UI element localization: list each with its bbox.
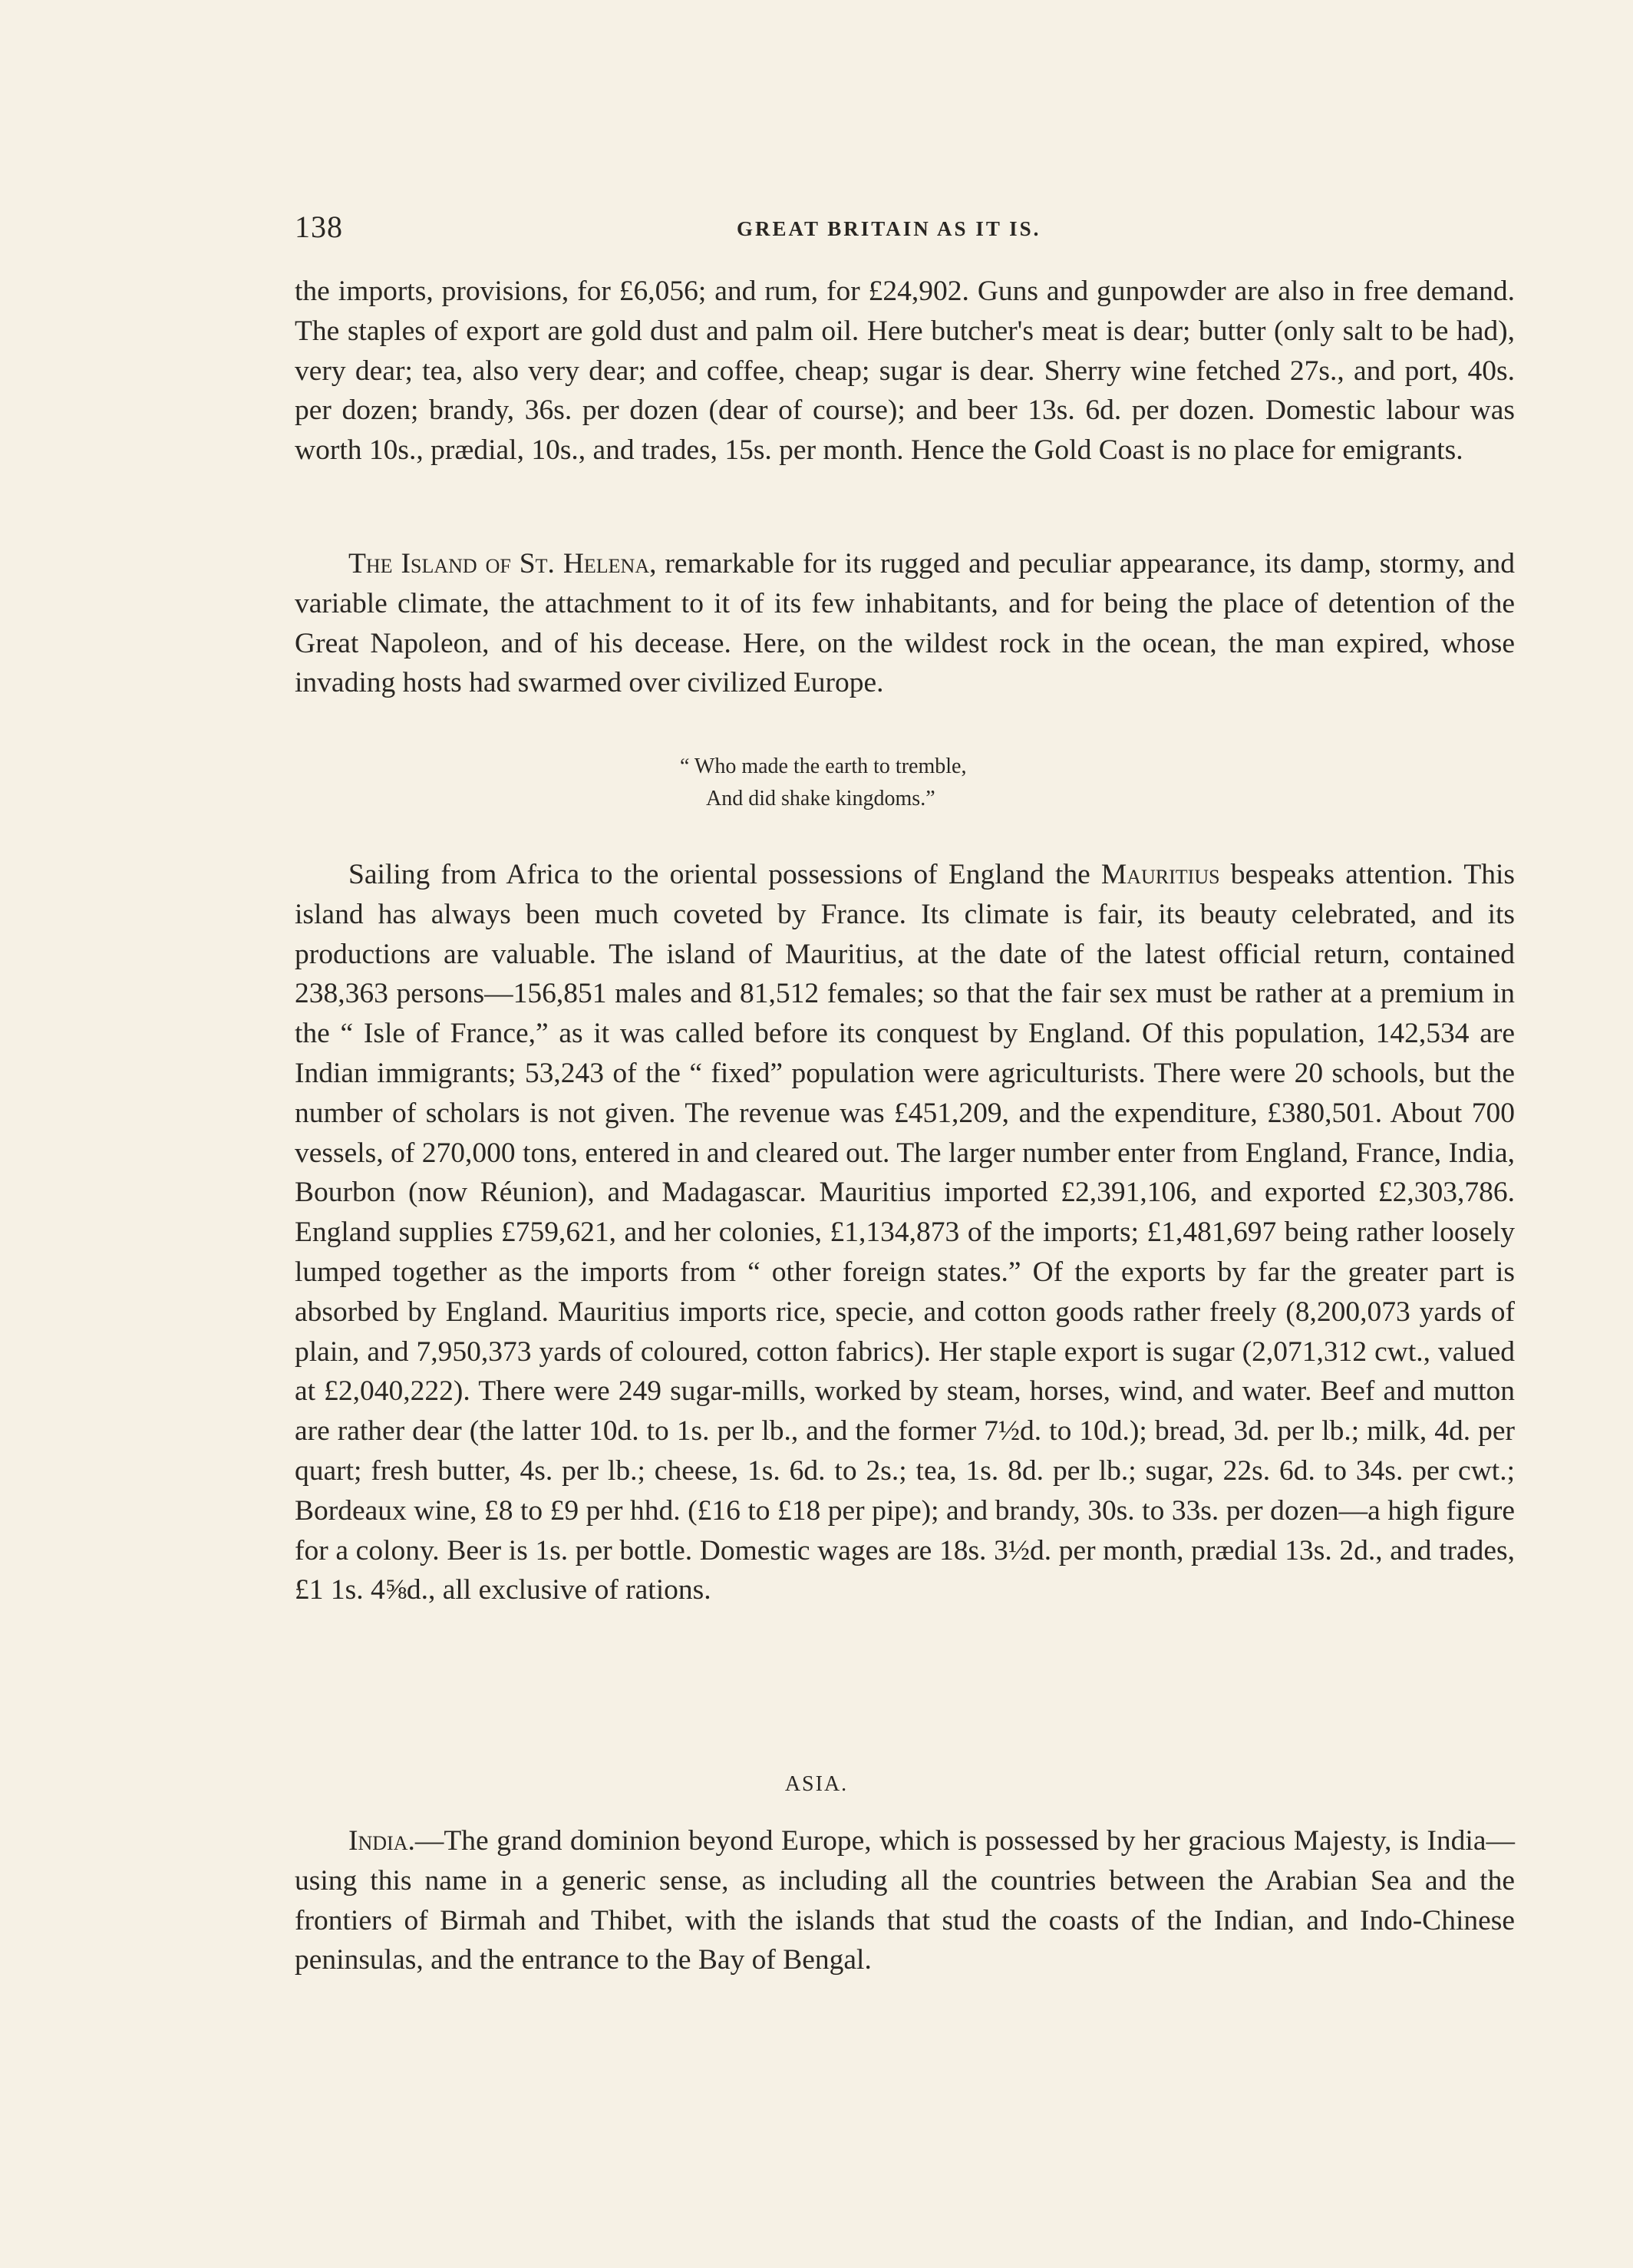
quote-line-2: And did shake kingdoms.”: [706, 787, 935, 810]
paragraph-st-helena: [295, 544, 1515, 703]
quote-line-1: “ Who made the earth to tremble,: [680, 754, 967, 778]
st-helena-heading: The Island of St. Helena,: [348, 548, 657, 579]
napoleon-quote: [680, 751, 966, 815]
running-title: GREAT BRITAIN AS IT IS.: [737, 217, 1041, 240]
mauritius-body: bespeaks attention. This island has always been much coveted by France. Its climate is fair, its beauty celebrated, and its productions are valuable. The island of Mauritius, at the date of the latest official return, contained 238,363 persons—156,851 males and 81,512 females; so that the fair sex must be rather at a premium in the “ Isle of France,” as it was called before its conquest by England. Of this population, 142,534 are Indian immigrants; 53,243 of the “ fixed” population were agriculturists. There were 20 schools, but the number of scholars is not given. The revenue was £451,209, and the expenditure, £380,501. About 700 vessels, of 270,000 tons, entered in and cleared out. The larger number enter from England, France, India, Bourbon (now Réunion), and Madagascar. Mauritius imported £2,391,106, and exported £2,303,786. England supplies £759,621, and her colonies, £1,134,873 of the imports; £1,481,697 being rather loosely lumped together as the imports from “ other foreign states.” Of the exports by far the greater part is absorbed by England. Mauritius imports rice, specie, and cotton goods rather freely (8,200,073 yards of plain, and 7,950,373 yards of coloured, cotton fabrics). Her staple export is sugar (2,071,312 cwt., valued at £2,040,222). There were 249 sugar-mills, worked by steam, horses, wind, and water. Beef and mutton are rather dear (the latter 10d. to 1s. per lb., and the former 7½d. to 10d.); bread, 3d. per lb.; milk, 4d. per quart; fresh butter, 4s. per lb.; cheese, 1s. 6d. to 2s.; tea, 1s. 8d. per lb.; sugar, 22s. 6d. to 34s. per cwt.; Bordeaux wine, £8 to £9 per hhd. (£16 to £18 per pipe); and brandy, 30s. to 33s. per dozen—a high figure for a colony. Beer is 1s. per bottle. Domestic wages are 18s. 3½d. per month, prædial 13s. 2d., and trades, £1 1s. 4⅝d., all exclusive of rations.: [295, 859, 1515, 1606]
mauritius-name: Mauritius: [1100, 859, 1220, 890]
mauritius-lead: Sailing from Africa to the oriental possessions of England the: [348, 859, 1101, 890]
asia-section-heading: ASIA.: [784, 1772, 849, 1796]
paragraph-mauritius: [295, 855, 1515, 1610]
paragraph-gold-coast: the imports, provisions, for £6,056; and rum, for £24,902. Guns and gunpowder are also in free demand. The staples of export are gold dust and palm oil. Here butcher's meat is dear; butter (only salt to be had), very dear; tea, also very dear; and coffee, cheap; sugar is dear. Sherry wine fetched 27s., and port, 40s. per dozen; brandy, 36s. per dozen (dear of course); and beer 13s. 6d. per dozen. Domestic labour was worth 10s., prædial, 10s., and trades, 15s. per month. Hence the Gold Coast is no place for emigrants.: [295, 276, 1515, 467]
india-body: —The grand dominion beyond Europe, which is possessed by her gracious Majesty, is India—using this name in a generic sense, as including all the countries between the Arabian Sea and the frontiers of Birmah and Thibet, with the islands that stud the coasts of the Indian, and Indo-Chinese peninsulas, and the entrance to the Bay of Bengal.: [295, 1825, 1515, 1976]
st-helena-body: remarkable for its rugged and peculiar appearance, its damp, stormy, and variable climate, the attachment to it of its few inhabitants, and for being the place of detention of the Great Napoleon, and of his decease. Here, on the wildest rock in the ocean, the man expired, whose invading hosts had swarmed over civilized Europe.: [295, 548, 1515, 699]
india-heading: India.: [348, 1825, 415, 1857]
running-head: [295, 207, 1515, 247]
paragraph-india: [295, 1821, 1515, 1980]
page-number: 138: [295, 210, 343, 244]
